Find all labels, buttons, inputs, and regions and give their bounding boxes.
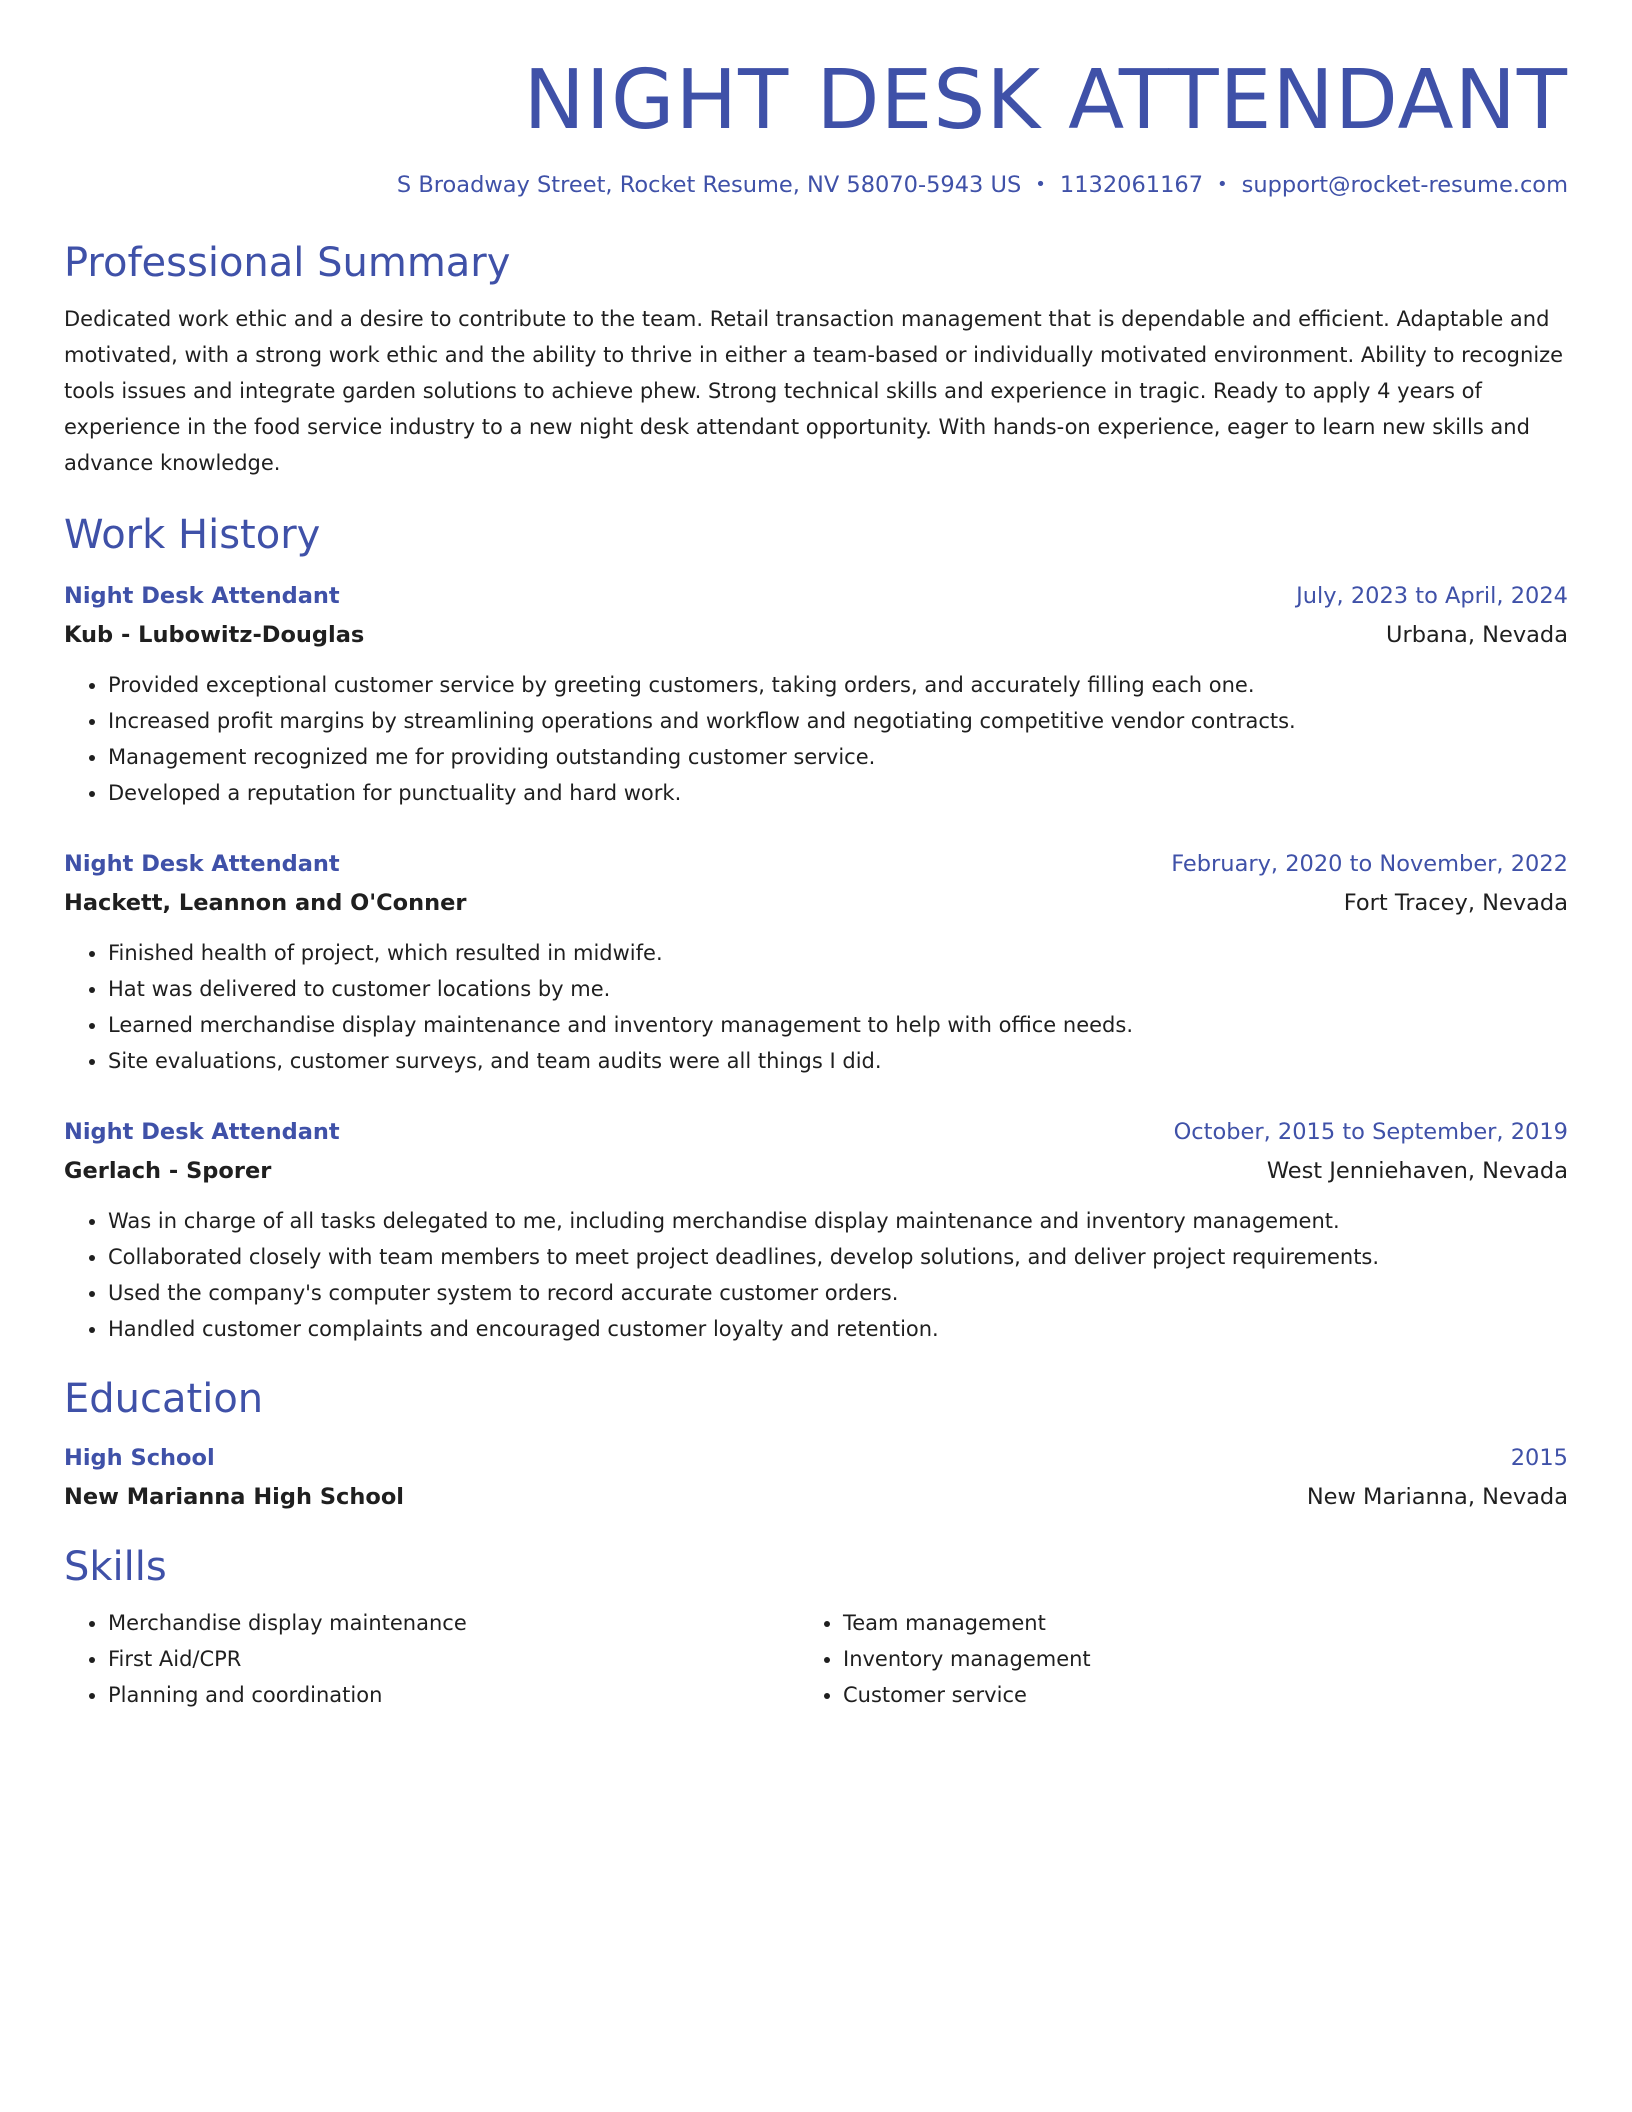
job-title: Night Desk Attendant bbox=[64, 583, 340, 610]
contact-separator: • bbox=[1035, 174, 1046, 196]
skill-item: • First Aid/CPR bbox=[108, 1641, 799, 1677]
skill-item: • Team management bbox=[843, 1605, 1534, 1641]
job-entry bbox=[64, 845, 1568, 1079]
company-name: Hackett, Leannon and O'Conner bbox=[64, 890, 467, 917]
list-item: • Management recognized me for providing outstanding customer service. bbox=[108, 739, 1568, 775]
job-dates: October, 2015 to September, 2019 bbox=[1173, 1119, 1568, 1146]
resume-header bbox=[64, 54, 1568, 199]
list-item: • Learned merchandise display maintenance and inventory management to help with office needs. bbox=[108, 1007, 1568, 1043]
job-dates: July, 2023 to April, 2024 bbox=[1296, 583, 1568, 610]
job-location: Fort Tracey, Nevada bbox=[1343, 890, 1568, 917]
email: support@rocket-resume.com bbox=[1241, 172, 1568, 199]
job-bullets bbox=[64, 935, 1568, 1079]
list-item: • Developed a reputation for punctuality and hard work. bbox=[108, 775, 1568, 811]
job-title: Night Desk Attendant bbox=[64, 851, 340, 878]
list-item: • Provided exceptional customer service by greeting customers, taking orders, and accurately filling each one. bbox=[108, 667, 1568, 703]
skills-heading: Skills bbox=[64, 1544, 167, 1591]
education-entry bbox=[64, 1439, 1568, 1517]
skill-item: • Planning and coordination bbox=[108, 1677, 799, 1713]
list-item: • Was in charge of all tasks delegated to me, including merchandise display maintenance and inventory management. bbox=[108, 1203, 1568, 1239]
list-item: • Collaborated closely with team members to meet project deadlines, develop solutions, and deliver project requirements. bbox=[108, 1239, 1568, 1275]
job-location: Urbana, Nevada bbox=[1386, 622, 1568, 649]
job-bullets bbox=[64, 1203, 1568, 1347]
contact-separator: • bbox=[1217, 174, 1228, 196]
graduation-year: 2015 bbox=[1510, 1445, 1568, 1472]
job-dates: February, 2020 to November, 2022 bbox=[1171, 851, 1568, 878]
company-name: Gerlach - Sporer bbox=[64, 1158, 272, 1185]
degree: High School bbox=[64, 1445, 215, 1472]
list-item: • Finished health of project, which resulted in midwife. bbox=[108, 935, 1568, 971]
list-item: • Used the company's computer system to record accurate customer orders. bbox=[108, 1275, 1568, 1311]
list-item: • Increased profit margins by streamlining operations and workflow and negotiating competitive vendor contracts. bbox=[108, 703, 1568, 739]
summary-heading: Professional Summary bbox=[64, 240, 511, 287]
school-location: New Marianna, Nevada bbox=[1306, 1484, 1568, 1511]
contact-line bbox=[64, 172, 1568, 199]
skill-item: • Merchandise display maintenance bbox=[108, 1605, 799, 1641]
job-entry bbox=[64, 1113, 1568, 1347]
skill-item: • Inventory management bbox=[843, 1641, 1534, 1677]
skills-grid bbox=[64, 1605, 1568, 1713]
job-title: Night Desk Attendant bbox=[64, 1119, 340, 1146]
summary-text: Dedicated work ethic and a desire to contribute to the team. Retail transaction management that is dependable and efficient. Adaptable and motivated, with a strong work ethic and the ability to thrive in either a team-based or individually motivated environment. Ability to recognize tools issues and integrate garden solutions to achieve phew. Strong technical skills and experience in tragic. Ready to apply 4 years of experience in the food service industry to a new night desk attendant opportunity. With hands-on experience, eager to learn new skills and advance knowledge. bbox=[64, 307, 1564, 476]
skills-column-right bbox=[799, 1605, 1534, 1713]
candidate-name: NIGHT DESK ATTENDANT bbox=[523, 53, 1568, 148]
job-entry bbox=[64, 577, 1568, 811]
skills-column-left bbox=[64, 1605, 799, 1713]
company-name: Kub - Lubowitz-Douglas bbox=[64, 622, 365, 649]
list-item: • Site evaluations, customer surveys, and team audits were all things I did. bbox=[108, 1043, 1568, 1079]
education-heading: Education bbox=[64, 1376, 264, 1423]
work-history-heading: Work History bbox=[64, 512, 321, 559]
phone: 1132061167 bbox=[1059, 172, 1204, 199]
list-item: • Hat was delivered to customer locations by me. bbox=[108, 971, 1568, 1007]
school-name: New Marianna High School bbox=[64, 1484, 405, 1511]
job-location: West Jenniehaven, Nevada bbox=[1266, 1158, 1568, 1185]
job-bullets bbox=[64, 667, 1568, 811]
skill-item: • Customer service bbox=[843, 1677, 1534, 1713]
address: S Broadway Street, Rocket Resume, NV 58070-5943 US bbox=[396, 172, 1022, 199]
list-item: • Handled customer complaints and encouraged customer loyalty and retention. bbox=[108, 1311, 1568, 1347]
